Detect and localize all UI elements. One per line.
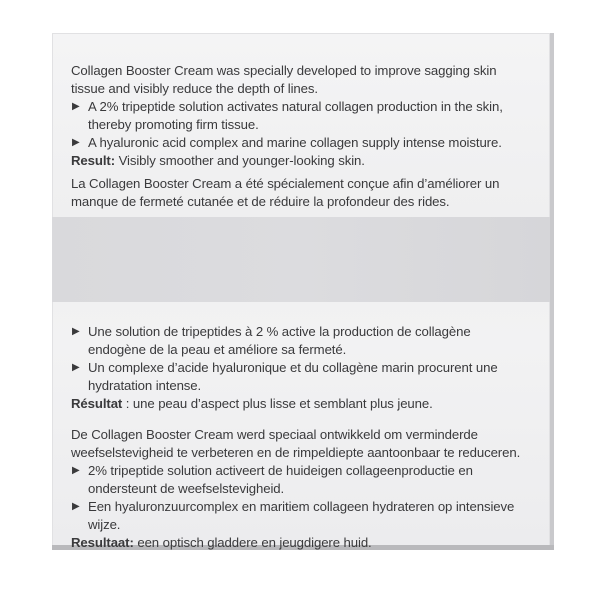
french-result: [71, 395, 531, 413]
bullet-arrow-icon: ▶: [72, 326, 80, 337]
french-intro: La Collagen Booster Cream a été spécialement conçue afin d’améliorer un manque de fermeté cutanée et de réduire la profondeur des rides.: [71, 176, 500, 209]
french-bullet-1: [71, 323, 531, 359]
dutch-section: [71, 426, 531, 552]
dutch-bullet-1: [71, 462, 531, 498]
french-result-label: Résultat: [71, 396, 123, 411]
english-result: [71, 152, 531, 170]
bullet-arrow-icon: ▶: [72, 137, 80, 148]
dutch-result-label: Resultaat:: [71, 535, 134, 550]
english-bullet-1-text: A 2% tripeptide solution activates natural collagen production in the skin, thereby promoting firm tissue.: [88, 99, 503, 132]
panel-edge-shadow-right: [550, 33, 554, 548]
dutch-bullet-2-text: Een hyaluronzuurcomplex en maritiem collageen hydrateren op intensieve wijze.: [88, 499, 515, 532]
french-section-details: [71, 323, 531, 413]
english-bullet-2-text: A hyaluronic acid complex and marine collagen supply intense moisture.: [88, 135, 502, 150]
dutch-result-text: een optisch gladdere en jeugdigere huid.: [133, 535, 372, 550]
bullet-arrow-icon: ▶: [72, 362, 80, 373]
french-section-intro: [71, 175, 531, 211]
english-section: [71, 62, 531, 170]
dutch-bullet-1-text: 2% tripeptide solution activeert de huideigen collageenproductie en ondersteunt de weefselstevigheid.: [88, 463, 473, 496]
dutch-intro: De Collagen Booster Cream werd speciaal ontwikkeld om verminderde weefselstevigheid te verbeteren en de rimpeldiepte aantoonbaar te reduceren.: [71, 427, 521, 460]
french-result-text: : une peau d’aspect plus lisse et semblant plus jeune.: [122, 396, 433, 411]
bullet-arrow-icon: ▶: [72, 101, 80, 112]
dutch-result: [71, 534, 531, 552]
english-bullet-1: [71, 98, 531, 134]
gray-separator-band: [52, 217, 550, 302]
bullet-arrow-icon: ▶: [72, 501, 80, 512]
english-bullet-2: [71, 134, 531, 152]
french-bullet-1-text: Une solution de tripeptides à 2 % active la production de collagène endogène de la peau et améliore sa fermeté.: [88, 324, 471, 357]
french-bullet-2: [71, 359, 531, 395]
english-result-text: Visibly smoother and younger-looking skin.: [115, 153, 365, 168]
english-result-label: Result:: [71, 153, 115, 168]
english-intro: Collagen Booster Cream was specially developed to improve sagging skin tissue and visibly reduce the depth of lines.: [71, 63, 497, 96]
bullet-arrow-icon: ▶: [72, 465, 80, 476]
dutch-bullet-2: [71, 498, 531, 534]
french-bullet-2-text: Un complexe d’acide hyaluronique et du collagène marin procurent une hydratation intense.: [88, 360, 498, 393]
